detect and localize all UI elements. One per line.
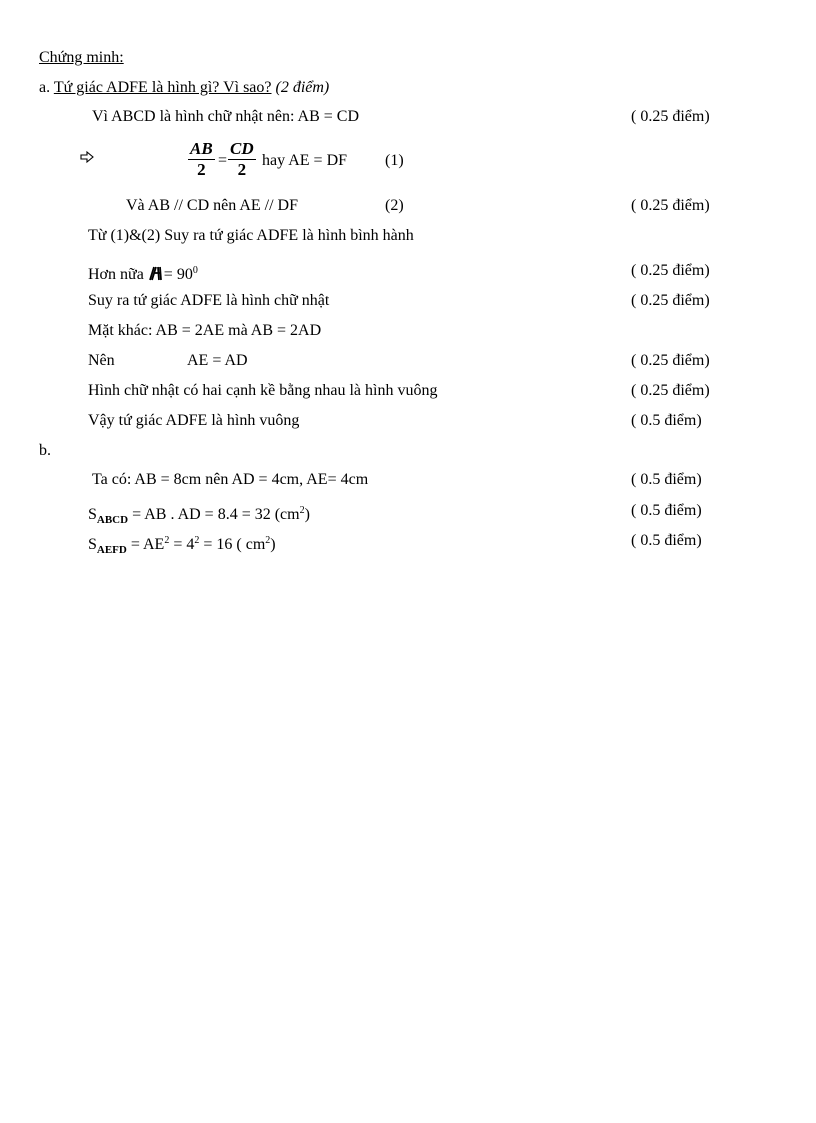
proof-line-10: Vậy tứ giác ADFE là hình vuông — [88, 412, 300, 429]
proof-line-5 — [88, 261, 198, 285]
part-a-question-points: (2 điểm) — [275, 79, 330, 96]
proof-line-5-pre: Hơn nữa — [88, 266, 144, 283]
degree-superscript: 0 — [192, 265, 198, 276]
points-line-10: ( 0.5 điểm) — [631, 412, 702, 429]
proof-line-8: AE = AD — [187, 352, 248, 369]
proof-ref-2: (2) — [385, 197, 404, 214]
proof-line-9: Hình chữ nhật có hai cạnh kề bằng nhau là hình vuông — [88, 382, 438, 399]
area-subscript-abcd: ABCD — [96, 514, 129, 526]
points-b-line-2: ( 0.5 điểm) — [631, 502, 702, 519]
points-line-9: ( 0.25 điểm) — [631, 382, 710, 399]
area-abcd-close: ) — [304, 506, 310, 523]
proof-line-7: Mặt khác: AB = 2AE mà AB = 2AD — [88, 322, 322, 339]
points-b-line-1: ( 0.5 điểm) — [631, 471, 702, 488]
proof-line-6: Suy ra tứ giác ADFE là hình chữ nhật — [88, 292, 330, 309]
proof-line-5-post: = 90 — [163, 266, 193, 283]
points-line-6: ( 0.25 điểm) — [631, 292, 710, 309]
square-superscript: 2 — [265, 535, 271, 546]
area-symbol: S — [88, 506, 97, 523]
part-b-area-abcd — [88, 501, 310, 530]
square-superscript: 2 — [299, 505, 305, 516]
fraction-cd-over-2 — [228, 139, 256, 180]
fraction-ab-numerator: AB — [190, 139, 213, 158]
part-a-question — [39, 78, 329, 98]
area-aefd-formula-b: = 4 — [173, 536, 195, 553]
area-aefd-formula-c: = 16 ( cm — [203, 536, 266, 553]
points-line-1: ( 0.25 điểm) — [631, 108, 710, 125]
area-subscript-aefd: AEFD — [96, 544, 127, 556]
points-line-8: ( 0.25 điểm) — [631, 352, 710, 369]
points-line-5: ( 0.25 điểm) — [631, 262, 710, 279]
fraction-ab-over-2 — [188, 139, 215, 180]
part-a-label: a. — [39, 79, 51, 96]
proof-line-4: Từ (1)&(2) Suy ra tứ giác ADFE là hình bình hành — [88, 227, 414, 244]
proof-line-3: Và AB // CD nên AE // DF — [126, 197, 299, 214]
points-b-line-3: ( 0.5 điểm) — [631, 532, 702, 549]
fraction-ab-denominator: 2 — [197, 160, 206, 179]
area-aefd-close: ) — [270, 536, 276, 553]
right-arrow-icon — [80, 150, 94, 164]
square-superscript: 2 — [164, 535, 170, 546]
fraction-cd-numerator: CD — [230, 139, 254, 158]
heading: Chứng minh: — [39, 49, 124, 66]
area-aefd-formula-a: = AE — [130, 536, 165, 553]
square-superscript: 2 — [194, 535, 200, 546]
part-b-line-1: Ta có: AB = 8cm nên AD = 4cm, AE= 4cm — [92, 471, 369, 488]
points-line-3: ( 0.25 điểm) — [631, 197, 710, 214]
proof-line-2: hay AE = DF — [262, 152, 348, 169]
fraction-equals: = — [218, 152, 228, 169]
part-b-label: b. — [39, 442, 51, 459]
area-symbol: S — [88, 536, 97, 553]
area-abcd-formula: = AB . AD = 8.4 = 32 (cm — [132, 506, 300, 523]
part-a-question-text: Tứ giác ADFE là hình gì? Vì sao? — [53, 79, 272, 96]
proof-line-1: Vì ABCD là hình chữ nhật nên: AB = CD — [92, 108, 360, 125]
proof-line-8-label: Nên — [88, 352, 115, 369]
proof-ref-1: (1) — [385, 152, 404, 169]
angle-symbol-icon — [149, 266, 163, 281]
fraction-cd-denominator: 2 — [237, 160, 247, 179]
part-b-area-aefd — [88, 531, 276, 560]
